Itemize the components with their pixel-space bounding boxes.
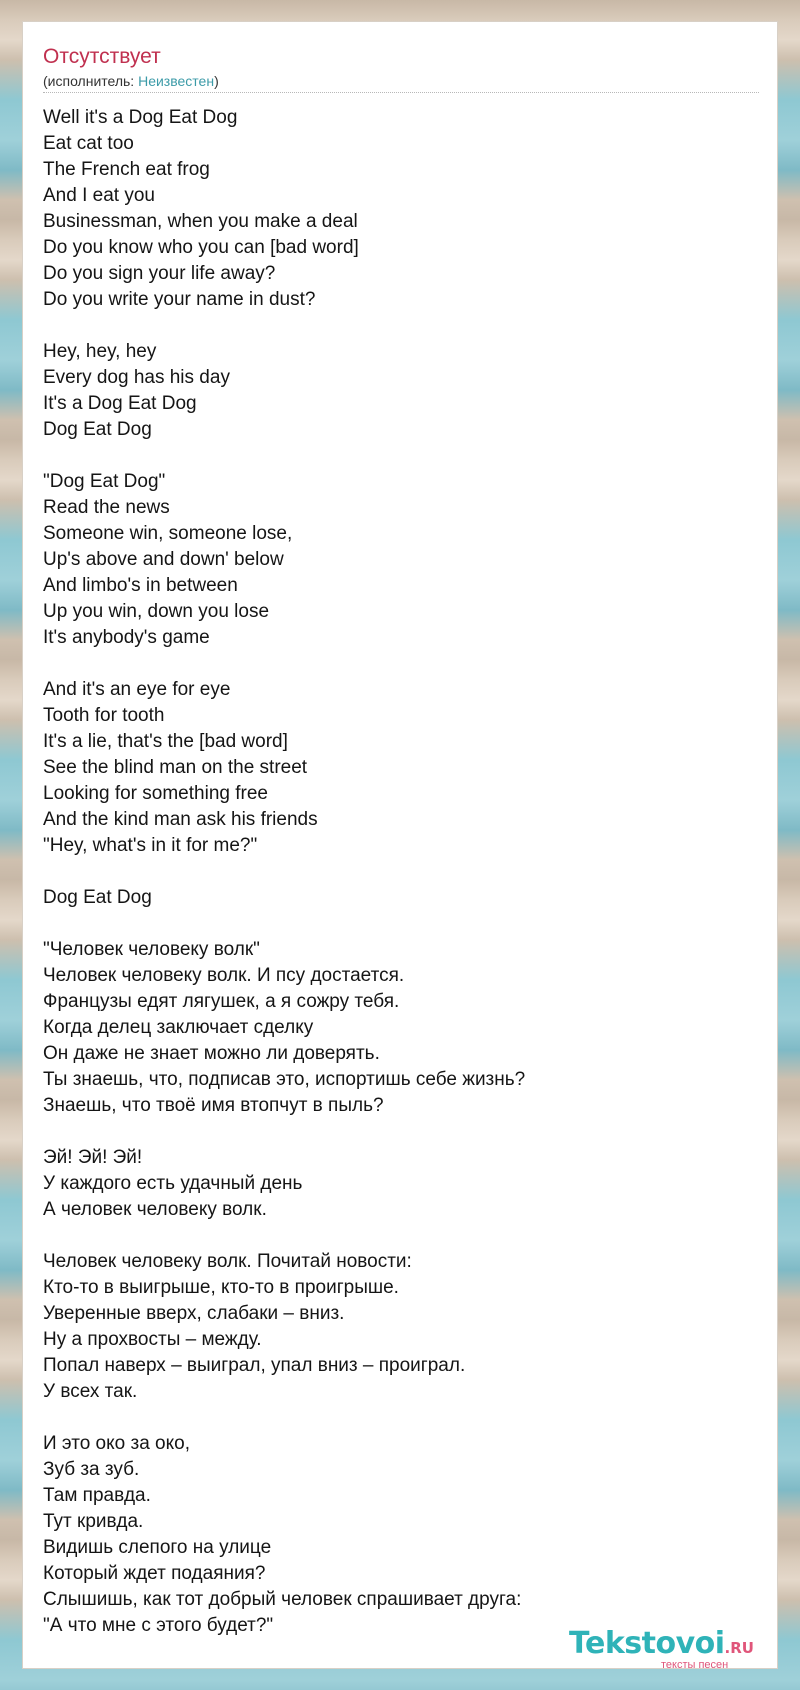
lyric-blank-line <box>43 651 759 677</box>
lyric-line: А человек человеку волк. <box>43 1199 267 1220</box>
lyric-line: У каждого есть удачный день <box>43 1173 303 1194</box>
lyric-line: It's a Dog Eat Dog <box>43 393 197 414</box>
lyric-line: And I eat you <box>43 185 155 206</box>
lyric-line: Который ждет подаяния? <box>43 1563 266 1584</box>
lyric-line: And it's an eye for eye <box>43 679 231 700</box>
lyric-line: Hey, hey, hey <box>43 341 157 362</box>
lyric-line: Dog Eat Dog <box>43 887 152 908</box>
lyric-line: Ну а прохвосты – между. <box>43 1329 262 1350</box>
lyric-line: Видишь слепого на улице <box>43 1537 272 1558</box>
logo-subtitle: тексты песен <box>661 1659 729 1669</box>
lyric-line: Когда делец заключает сделку <box>43 1017 314 1038</box>
header-divider <box>43 92 759 93</box>
lyric-line: Тут кривда. <box>43 1511 144 1532</box>
lyric-line: Every dog has his day <box>43 367 230 388</box>
lyric-line: Кто-то в выигрыше, кто-то в проигрыше. <box>43 1277 399 1298</box>
lyric-line: Read the news <box>43 497 170 518</box>
lyric-line: Человек человеку волк. Почитай новости: <box>43 1251 412 1272</box>
lyric-line: Эй! Эй! Эй! <box>43 1147 143 1168</box>
lyric-line: Слышишь, как тот добрый человек спрашивает друга: <box>43 1589 522 1610</box>
lyric-line: Do you sign your life away? <box>43 263 276 284</box>
lyric-blank-line <box>43 1223 759 1249</box>
lyrics-text <box>43 105 759 1639</box>
lyrics-card <box>22 21 778 1669</box>
lyric-line: Businessman, when you make a deal <box>43 211 358 232</box>
artist-suffix: ) <box>214 73 219 89</box>
lyric-line: "Hey, what's in it for me?" <box>43 835 258 856</box>
lyric-line: Up's above and down' below <box>43 549 284 570</box>
lyric-blank-line <box>43 859 759 885</box>
lyric-line: Ты знаешь, что, подписав это, испортишь себе жизнь? <box>43 1069 526 1090</box>
lyric-line: Знаешь, что твоё имя втопчут в пыль? <box>43 1095 384 1116</box>
lyric-line: Eat cat too <box>43 133 134 154</box>
logo-tld: .RU <box>724 1639 754 1657</box>
lyric-blank-line <box>43 313 759 339</box>
lyric-blank-line <box>43 443 759 469</box>
lyric-line: Tooth for tooth <box>43 705 165 726</box>
lyric-line: Do you know who you can [bad word] <box>43 237 359 258</box>
lyric-line: "А что мне с этого будет?" <box>43 1615 274 1636</box>
lyric-line: Он даже не знает можно ли доверять. <box>43 1043 380 1064</box>
lyric-blank-line <box>43 1119 759 1145</box>
lyric-line: У всех так. <box>43 1381 138 1402</box>
lyric-line: Зуб за зуб. <box>43 1459 140 1480</box>
lyric-blank-line <box>43 1405 759 1431</box>
artist-link[interactable]: Неизвестен <box>138 73 215 89</box>
song-header <box>43 44 759 93</box>
lyric-line: Looking for something free <box>43 783 268 804</box>
lyric-line: Там правда. <box>43 1485 151 1506</box>
site-logo[interactable] <box>569 1626 769 1669</box>
lyric-line: Up you win, down you lose <box>43 601 270 622</box>
lyric-line: Someone win, someone lose, <box>43 523 293 544</box>
lyric-line: "Человек человеку волк" <box>43 939 260 960</box>
lyric-line: The French eat frog <box>43 159 210 180</box>
lyric-line: Человек человеку волк. И псу достается. <box>43 965 405 986</box>
lyric-line: И это око за око, <box>43 1433 190 1454</box>
lyric-line: Do you write your name in dust? <box>43 289 316 310</box>
lyric-line: Well it's a Dog Eat Dog <box>43 107 238 128</box>
lyric-blank-line <box>43 911 759 937</box>
lyric-line: See the blind man on the street <box>43 757 308 778</box>
lyric-line: Попал наверх – выиграл, упал вниз – проиграл. <box>43 1355 466 1376</box>
artist-prefix: (исполнитель: <box>43 73 139 89</box>
lyric-line: It's anybody's game <box>43 627 210 648</box>
logo-main-text: Tekstovoi <box>569 1626 725 1661</box>
song-title: Отсутствует <box>43 45 161 68</box>
lyric-line: Французы едят лягушек, а я сожру тебя. <box>43 991 400 1012</box>
lyric-line: Уверенные вверх, слабаки – вниз. <box>43 1303 345 1324</box>
lyric-line: Dog Eat Dog <box>43 419 152 440</box>
artist-line <box>43 72 759 90</box>
lyric-line: And limbo's in between <box>43 575 238 596</box>
lyric-line: It's a lie, that's the [bad word] <box>43 731 288 752</box>
lyric-line: And the kind man ask his friends <box>43 809 318 830</box>
lyric-line: "Dog Eat Dog" <box>43 471 166 492</box>
